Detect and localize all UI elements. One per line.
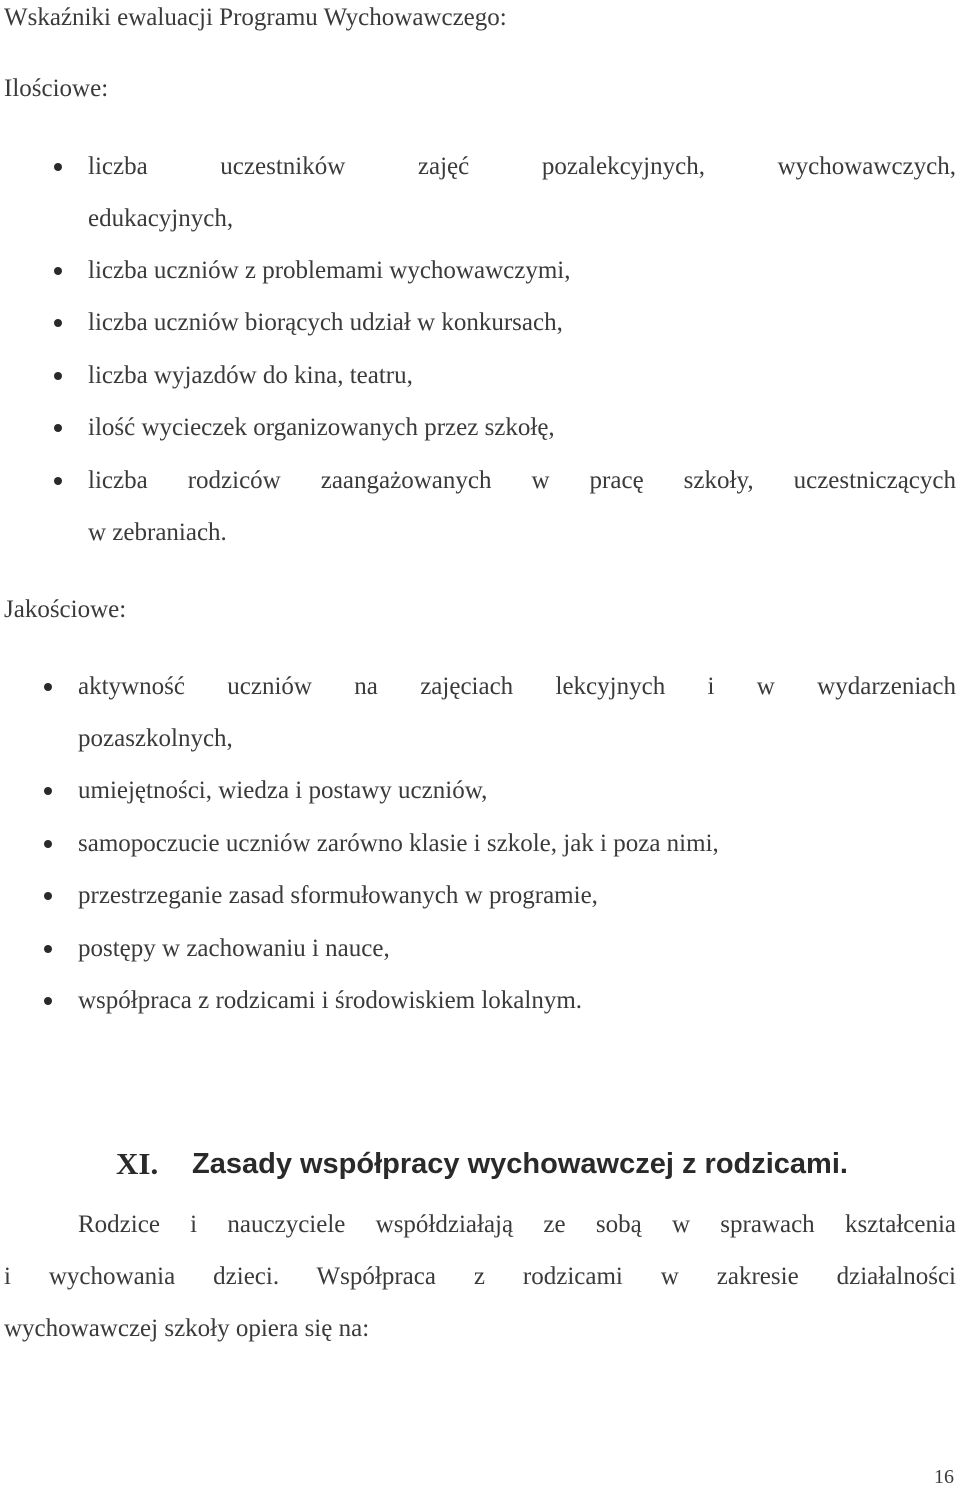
list-item-text: przestrzeganie zasad sformułowanych w programie, <box>78 882 598 909</box>
bullet-icon <box>54 163 62 171</box>
qualitative-label: Jakościowe: <box>4 596 127 623</box>
section-number: XI. <box>116 1146 159 1181</box>
list-item-text: ilość wycieczek organizowanych przez szkołę, <box>88 414 555 441</box>
bullet-icon <box>44 787 52 795</box>
page-number: 16 <box>934 1466 954 1488</box>
list-item-text: liczba uczestników zajęć pozalekcyjnych, wychowawczych, <box>88 153 956 180</box>
list-item-text: liczba wyjazdów do kina, teatru, <box>88 362 413 389</box>
bullet-icon <box>54 372 62 380</box>
bullet-icon <box>44 945 52 953</box>
quantitative-label: Ilościowe: <box>4 75 109 102</box>
bullet-icon <box>44 840 52 848</box>
list-item-text: liczba uczniów z problemami wychowawczymi, <box>88 257 571 284</box>
paragraph-line: i wychowania dzieci. Współpraca z rodzicami w zakresie działalności <box>4 1263 956 1290</box>
list-item-continuation: edukacyjnych, <box>88 205 234 232</box>
section-title: Zasady współpracy wychowawczej z rodzicami. <box>192 1148 848 1180</box>
list-item-text: postępy w zachowaniu i nauce, <box>78 935 390 962</box>
paragraph-line: wychowawczej szkoły opiera się na: <box>4 1315 370 1342</box>
evaluation-title: Wskaźniki ewaluacji Programu Wychowawczego: <box>4 4 507 31</box>
bullet-icon <box>44 997 52 1005</box>
list-item-text: współpraca z rodzicami i środowiskiem lokalnym. <box>78 987 583 1014</box>
list-item-text: aktywność uczniów na zajęciach lekcyjnych i w wydarzeniach <box>78 673 956 700</box>
list-item-text: liczba rodziców zaangażowanych w pracę szkoły, uczestniczących <box>88 467 956 494</box>
bullet-icon <box>44 683 52 691</box>
bullet-icon <box>54 424 62 432</box>
list-item-text: umiejętności, wiedza i postawy uczniów, <box>78 777 488 804</box>
bullet-icon <box>54 267 62 275</box>
list-item-continuation: pozaszkolnych, <box>78 725 233 752</box>
list-item-continuation: w zebraniach. <box>88 519 227 546</box>
bullet-icon <box>54 477 62 485</box>
bullet-icon <box>44 892 52 900</box>
list-item-text: samopoczucie uczniów zarówno klasie i szkole, jak i poza nimi, <box>78 830 719 857</box>
paragraph-line: Rodzice i nauczyciele współdziałają ze sobą w sprawach kształcenia <box>78 1211 956 1238</box>
list-item-text: liczba uczniów biorących udział w konkursach, <box>88 309 563 336</box>
bullet-icon <box>54 319 62 327</box>
